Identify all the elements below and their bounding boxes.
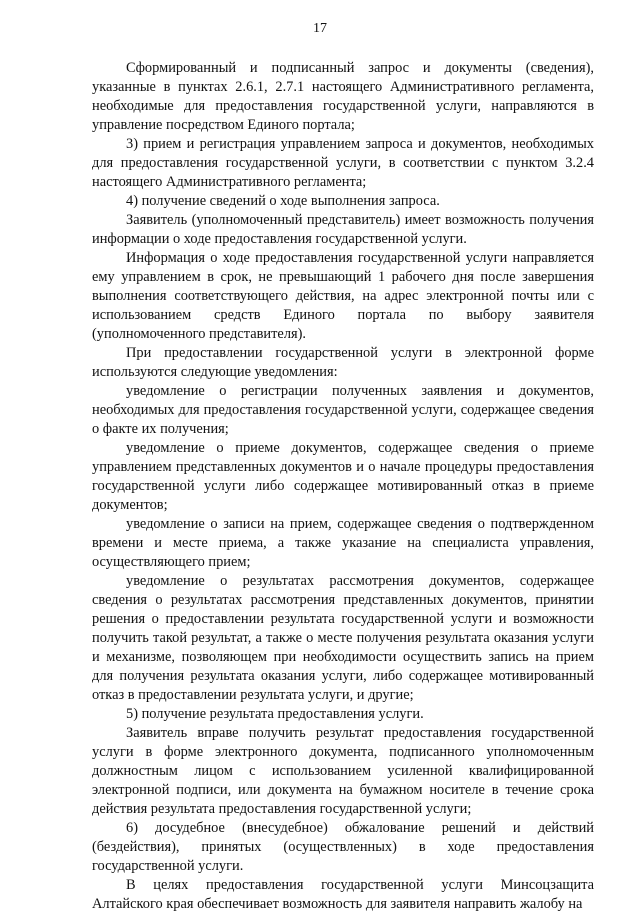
paragraph: уведомление о результатах рассмотрения документов, содержащее сведения о результатах рассмотрения представленных документов, принятии решения о предоставлении результата государственной услуги и возможности получить такой результат, а также о месте получения результата оказания услуги и механизме, позволяющем при необходимости осуществить запись на прием для получения результата оказания услуги, либо содержащее мотивированный отказ в предоставлении результата услуги, и другие; [92,573,594,703]
paragraph: Информация о ходе предоставления государственной услуги направляется ему управлением в срок, не превышающий 1 рабочего дня после завершения выполнения соответствующего действия, на адрес электронной почты или с использованием средств Единого портала по выбору заявителя (уполномоченного представителя). [92,250,594,342]
paragraph: уведомление о записи на прием, содержащее сведения о подтвержденном времени и месте приема, а также указание на специалиста управления, осуществляющего прием; [92,516,594,570]
page-number: 17 [313,21,327,36]
paragraph: уведомление о приеме документов, содержащее сведения о приеме управлением представленных документов и о начале процедуры предоставления государственной услуги либо содержащее мотивированный отказ в приеме документов; [92,440,594,513]
paragraph: В целях предоставления государственной услуги Минсоцзащита Алтайского края обеспечивает возможность для заявителя направить жалобу на [92,877,594,912]
paragraph: 6) досудебное (внесудебное) обжалование решений и действий (бездействия), принятых (осуществленных) в ходе предоставления государственной услуги. [92,820,594,874]
paragraph: Заявитель (уполномоченный представитель) имеет возможность получения информации о ходе предоставления государственной услуги. [92,212,594,247]
paragraph: 3) прием и регистрация управлением запроса и документов, необходимых для предоставления государственной услуги, в соответствии с пунктом 3.2.4 настоящего Административного регламента; [92,136,594,190]
document-body [92,59,594,914]
paragraph: уведомление о регистрации полученных заявления и документов, необходимых для предоставления государственной услуги, содержащее сведения о факте их получения; [92,383,594,437]
paragraph: При предоставлении государственной услуги в электронной форме используются следующие уведомления: [92,345,594,380]
paragraph: Сформированный и подписанный запрос и документы (сведения), указанные в пунктах 2.6.1, 2.7.1 настоящего Административного регламента, необходимые для предоставления государственной услуги, направляются в управление посредством Единого портала; [92,60,594,133]
paragraph: 4) получение сведений о ходе выполнения запроса. [126,193,440,209]
paragraph: Заявитель вправе получить результат предоставления государственной услуги в форме электронного документа, подписанного уполномоченным должностным лицом с использованием усиленной квалифицированной электронной подписи, или документа на бумажном носителе в течение срока действия результата предоставления государственной услуги; [92,725,594,817]
paragraph: 5) получение результата предоставления услуги. [126,706,424,722]
